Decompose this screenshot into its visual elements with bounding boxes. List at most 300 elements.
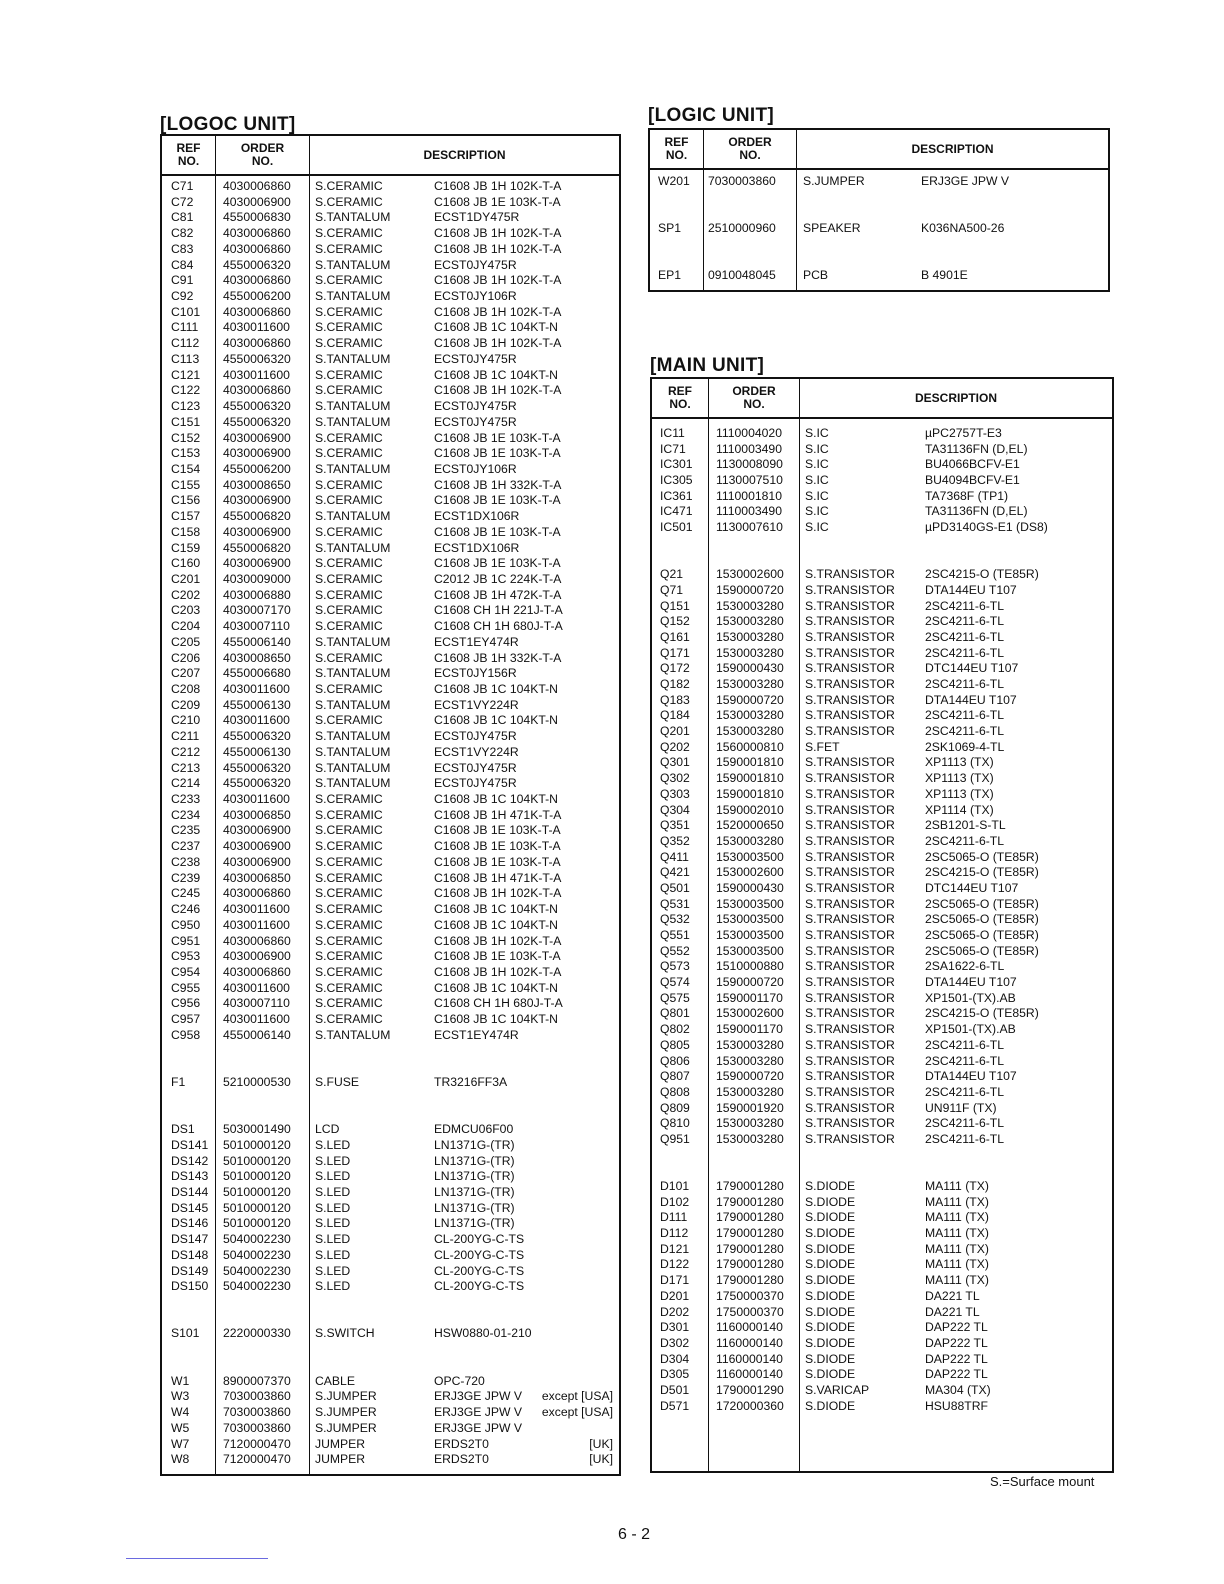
part-number-cell: 2SC4215-O (TE85R) bbox=[925, 567, 1039, 582]
header-ref: REF bbox=[176, 141, 201, 155]
ref-cell: F1 bbox=[171, 1074, 186, 1089]
type-cell: S.TRANSISTOR bbox=[805, 943, 895, 958]
order-no-cell: 4030011600 bbox=[223, 320, 290, 335]
ref-cell: D571 bbox=[660, 1398, 690, 1413]
ref-cell: D305 bbox=[660, 1367, 690, 1382]
type-cell: S.TANTALUM bbox=[315, 210, 391, 225]
ref-cell: DS150 bbox=[171, 1279, 209, 1294]
order-no-cell: 1160000140 bbox=[716, 1367, 783, 1382]
ref-cell: C237 bbox=[171, 839, 201, 854]
ref-cell: C204 bbox=[171, 619, 201, 634]
type-cell: S.VARICAP bbox=[805, 1382, 870, 1397]
part-number-cell: ERJ3GE JPW V bbox=[434, 1420, 523, 1435]
table-row bbox=[652, 1242, 1112, 1258]
table-row bbox=[652, 1367, 1112, 1383]
type-cell: S.LED bbox=[315, 1279, 351, 1294]
part-number-cell: C1608 JB 1C 104KT-N bbox=[434, 682, 558, 696]
part-number-cell: 2SC5065-O (TE85R) bbox=[925, 928, 1039, 942]
table-row bbox=[652, 1383, 1112, 1399]
ref-cell: Q183 bbox=[660, 692, 690, 707]
order-no-cell: 4550006320 bbox=[223, 729, 291, 744]
part-number-cell: C2012 JB 1C 224K-T-A bbox=[434, 571, 562, 586]
type-cell: S.CERAMIC bbox=[315, 650, 383, 665]
part-number-cell: HSW0880-01-210 bbox=[434, 1326, 532, 1341]
ref-cell: C155 bbox=[171, 477, 201, 492]
table-row bbox=[652, 677, 1112, 693]
order-no-cell: 4550006130 bbox=[223, 697, 291, 712]
part-number-cell: C1608 JB 1E 103K-T-A bbox=[434, 854, 561, 869]
ref-cell: Q810 bbox=[660, 1116, 690, 1131]
header-ref-no: NO. bbox=[665, 148, 688, 162]
order-no-cell: 1790001280 bbox=[716, 1210, 784, 1225]
part-number-cell: ECST1VY224R bbox=[434, 744, 519, 759]
table-row bbox=[652, 1038, 1112, 1054]
part-number-cell: 2SC5065-O (TE85R) bbox=[925, 912, 1039, 927]
part-number-cell: ECST0JY475R bbox=[434, 351, 517, 366]
type-cell: S.DIODE bbox=[805, 1257, 856, 1272]
order-no-cell: 5210000530 bbox=[223, 1074, 291, 1089]
ref-cell: C203 bbox=[171, 603, 201, 618]
ref-cell: Q21 bbox=[660, 567, 684, 582]
part-number-cell: MA111 (TX) bbox=[925, 1273, 989, 1288]
part-number-cell: DTC144EU T107 bbox=[925, 880, 1019, 895]
type-cell: S.LED bbox=[315, 1263, 351, 1278]
type-cell: S.TRANSISTOR bbox=[805, 1053, 895, 1068]
table-row bbox=[162, 1342, 619, 1358]
table-row bbox=[652, 614, 1112, 630]
table-row bbox=[162, 493, 619, 509]
part-number-cell: BU4066BCFV-E1 bbox=[925, 457, 1020, 472]
type-cell: S.CERAMIC bbox=[315, 902, 383, 917]
ref-cell: DS147 bbox=[171, 1232, 209, 1247]
table-row bbox=[162, 1232, 619, 1248]
table-row bbox=[162, 682, 619, 698]
order-no-cell: 1560000810 bbox=[716, 739, 784, 754]
table-row bbox=[162, 541, 619, 557]
part-number-cell: 2SC4215-O (TE85R) bbox=[925, 865, 1039, 880]
order-no-cell: 4550006140 bbox=[223, 1027, 291, 1042]
part-number-cell: TA7368F (TP1) bbox=[925, 488, 1009, 503]
order-no-cell: 4030007110 bbox=[223, 619, 290, 634]
ref-cell: IC361 bbox=[660, 488, 693, 503]
ref-cell: W5 bbox=[171, 1420, 190, 1435]
type-cell: S.TANTALUM bbox=[315, 461, 391, 476]
ref-cell: D304 bbox=[660, 1351, 690, 1366]
type-cell: S.CERAMIC bbox=[315, 619, 383, 634]
table-row bbox=[162, 792, 619, 808]
order-no-cell: 1590001810 bbox=[716, 755, 784, 770]
type-cell: S.TRANSISTOR bbox=[805, 1022, 895, 1037]
order-no-cell: 5030001490 bbox=[223, 1122, 291, 1137]
type-cell: S.TANTALUM bbox=[315, 776, 391, 791]
part-number-cell: 2SC4211-6-TL bbox=[925, 1084, 1005, 1099]
part-number-cell: MA111 (TX) bbox=[925, 1241, 989, 1256]
type-cell: S.CERAMIC bbox=[315, 964, 383, 979]
type-cell: S.TRANSISTOR bbox=[805, 1084, 895, 1099]
ref-cell: DS143 bbox=[171, 1169, 209, 1184]
order-no-cell: 5010000120 bbox=[223, 1185, 291, 1199]
ref-cell: Q171 bbox=[660, 645, 690, 660]
part-number-cell: ECST0JY475R bbox=[434, 776, 517, 791]
part-number-cell: ECST1EY474R bbox=[434, 634, 519, 649]
table-row bbox=[162, 823, 619, 839]
ref-cell: Q531 bbox=[660, 896, 690, 911]
table-row bbox=[162, 352, 619, 368]
logic-unit-rows bbox=[650, 174, 1108, 315]
type-cell: JUMPER bbox=[315, 1452, 366, 1467]
order-no-cell: 7120000470 bbox=[223, 1452, 291, 1467]
part-number-cell: 2SC4211-6-TL bbox=[925, 614, 1005, 629]
order-no-cell: 8900007370 bbox=[223, 1373, 291, 1388]
order-no-cell: 1750000370 bbox=[716, 1288, 784, 1303]
order-no-cell: 1590002010 bbox=[716, 802, 784, 817]
order-no-cell: 7120000470 bbox=[223, 1436, 291, 1451]
ref-cell: Q532 bbox=[660, 912, 690, 927]
type-cell: S.CERAMIC bbox=[315, 446, 383, 461]
table-row bbox=[652, 1101, 1112, 1117]
table-row bbox=[162, 918, 619, 934]
table-row bbox=[652, 991, 1112, 1007]
order-no-cell: 4030009000 bbox=[223, 571, 291, 586]
part-number-cell: XP1113 (TX) bbox=[925, 771, 994, 786]
type-cell: S.TRANSISTOR bbox=[805, 677, 895, 691]
type-cell: S.CERAMIC bbox=[315, 304, 383, 319]
order-no-cell: 1530003280 bbox=[716, 708, 784, 723]
table-row bbox=[162, 1437, 619, 1453]
part-number-cell: C1608 JB 1E 103K-T-A bbox=[434, 556, 561, 571]
table-row bbox=[652, 567, 1112, 583]
table-row bbox=[162, 572, 619, 588]
ref-cell: C246 bbox=[171, 902, 201, 917]
part-number-cell: ERDS2T0 bbox=[434, 1436, 489, 1451]
part-number-cell: 2SC4211-6-TL bbox=[925, 1037, 1005, 1052]
type-cell: S.DIODE bbox=[805, 1398, 856, 1413]
ref-cell: DS144 bbox=[171, 1185, 209, 1199]
order-no-cell: 4030011600 bbox=[223, 980, 290, 995]
order-no-cell: 4030011600 bbox=[223, 1012, 290, 1027]
table-header bbox=[652, 379, 1112, 419]
ref-cell: Q304 bbox=[660, 802, 690, 817]
ref-cell: Q152 bbox=[660, 614, 690, 629]
order-no-cell: 1530003280 bbox=[716, 598, 784, 613]
table-row bbox=[652, 583, 1112, 599]
type-cell: S.TRANSISTOR bbox=[805, 661, 895, 676]
type-cell: S.TANTALUM bbox=[315, 257, 391, 272]
part-number-cell: XP1113 (TX) bbox=[925, 755, 994, 770]
ref-cell: SP1 bbox=[658, 221, 682, 235]
table-row bbox=[162, 431, 619, 447]
ref-cell: D302 bbox=[660, 1335, 690, 1350]
ref-cell: DS1 bbox=[171, 1122, 195, 1137]
part-number-cell: DAP222 TL bbox=[925, 1335, 988, 1350]
order-no-cell: 4550006830 bbox=[223, 210, 291, 225]
part-number-cell: BU4094BCFV-E1 bbox=[925, 473, 1020, 488]
part-number-cell: DTA144EU T107 bbox=[925, 975, 1017, 990]
type-cell: S.TRANSISTOR bbox=[805, 1116, 895, 1131]
part-number-cell: ECST0JY475R bbox=[434, 414, 517, 429]
order-no-cell: 4030006900 bbox=[223, 839, 291, 854]
type-cell: S.TRANSISTOR bbox=[805, 771, 895, 786]
part-number-cell: ERJ3GE JPW V bbox=[434, 1389, 523, 1404]
table-row bbox=[650, 174, 1108, 221]
order-no-cell: 1790001280 bbox=[716, 1257, 784, 1272]
type-cell: S.TANTALUM bbox=[315, 634, 391, 649]
type-cell: S.DIODE bbox=[805, 1335, 856, 1350]
order-no-cell: 4030006860 bbox=[223, 933, 291, 948]
table-header bbox=[650, 130, 1108, 170]
table-row bbox=[652, 787, 1112, 803]
main-unit-title: [MAIN UNIT] bbox=[650, 355, 765, 376]
ref-cell: C957 bbox=[171, 1012, 201, 1027]
table-row bbox=[162, 383, 619, 399]
order-no-cell: 4550006680 bbox=[223, 666, 291, 681]
order-no-cell: 4030011600 bbox=[223, 917, 290, 932]
table-row bbox=[162, 1248, 619, 1264]
part-number-cell: C1608 JB 1E 103K-T-A bbox=[434, 839, 561, 854]
part-number-cell: MA111 (TX) bbox=[925, 1257, 989, 1272]
part-number-cell: C1608 JB 1E 103K-T-A bbox=[434, 949, 561, 964]
table-row bbox=[652, 850, 1112, 866]
order-no-cell: 1130007610 bbox=[716, 520, 783, 535]
table-row bbox=[652, 1132, 1112, 1148]
order-no-cell: 1790001280 bbox=[716, 1194, 784, 1209]
part-number-cell: CL-200YG-C-TS bbox=[434, 1279, 525, 1294]
table-row bbox=[162, 651, 619, 667]
order-no-cell: 4030006900 bbox=[223, 949, 291, 964]
table-row bbox=[652, 442, 1112, 458]
type-cell: S.TANTALUM bbox=[315, 351, 391, 366]
ref-cell: W8 bbox=[171, 1452, 190, 1467]
ref-cell: C91 bbox=[171, 273, 194, 288]
ref-cell: DS148 bbox=[171, 1247, 209, 1262]
table-header bbox=[162, 136, 619, 176]
ref-cell: Q202 bbox=[660, 739, 690, 754]
order-no-cell: 7030003860 bbox=[708, 174, 776, 188]
ref-cell: Q151 bbox=[660, 598, 690, 613]
footnote: S.=Surface mount bbox=[990, 1474, 1095, 1489]
order-no-cell: 1530003280 bbox=[716, 677, 784, 691]
table-row bbox=[162, 996, 619, 1012]
order-no-cell: 1590000720 bbox=[716, 1069, 784, 1084]
ref-cell: C72 bbox=[171, 194, 194, 209]
order-no-cell: 1530003500 bbox=[716, 943, 784, 958]
part-number-cell: B 4901E bbox=[921, 268, 968, 282]
order-no-cell: 1130008090 bbox=[716, 457, 783, 472]
ref-cell: C208 bbox=[171, 682, 201, 696]
part-number-cell: DTA144EU T107 bbox=[925, 1069, 1017, 1084]
type-cell: S.TRANSISTOR bbox=[805, 786, 895, 801]
type-cell: S.LED bbox=[315, 1153, 351, 1168]
order-no-cell: 1530003500 bbox=[716, 896, 784, 911]
table-row bbox=[162, 242, 619, 258]
type-cell: S.DIODE bbox=[805, 1367, 856, 1382]
part-number-cell: ERJ3GE JPW V bbox=[434, 1405, 523, 1420]
ref-cell: C234 bbox=[171, 807, 201, 822]
part-number-cell: ECST1DX106R bbox=[434, 509, 520, 524]
part-number-cell: XP1501-(TX).AB bbox=[925, 1022, 1016, 1037]
order-no-cell: 1590001170 bbox=[716, 1022, 783, 1037]
part-number-cell: C1608 JB 1E 103K-T-A bbox=[434, 430, 561, 445]
part-number-cell: DA221 TL bbox=[925, 1288, 980, 1303]
order-no-cell: 1530002600 bbox=[716, 1006, 784, 1021]
order-no-cell: 1530003280 bbox=[716, 1053, 784, 1068]
ref-cell: C955 bbox=[171, 980, 201, 995]
table-row bbox=[652, 818, 1112, 834]
type-cell: S.TRANSISTOR bbox=[805, 802, 895, 817]
type-cell: S.TRANSISTOR bbox=[805, 582, 895, 597]
type-cell: S.LED bbox=[315, 1200, 351, 1215]
part-number-cell: 2SC4211-6-TL bbox=[925, 724, 1005, 739]
table-row bbox=[652, 520, 1112, 536]
ref-cell: DS141 bbox=[171, 1137, 209, 1152]
ref-cell: D201 bbox=[660, 1288, 690, 1303]
header-order-no: NO. bbox=[251, 154, 274, 168]
ref-cell: IC71 bbox=[660, 441, 686, 456]
order-no-cell: 5040002230 bbox=[223, 1232, 291, 1247]
table-row bbox=[162, 305, 619, 321]
table-row bbox=[652, 944, 1112, 960]
ref-cell: DS142 bbox=[171, 1153, 209, 1168]
ref-cell: D301 bbox=[660, 1320, 690, 1335]
type-cell: S.CERAMIC bbox=[315, 980, 383, 995]
part-number-cell: ECST1VY224R bbox=[434, 697, 519, 712]
table-row bbox=[162, 1421, 619, 1437]
table-row bbox=[162, 1059, 619, 1075]
ref-cell: Q802 bbox=[660, 1022, 690, 1037]
type-cell: LCD bbox=[315, 1122, 340, 1137]
ref-cell: C113 bbox=[171, 351, 200, 366]
main-unit-table bbox=[650, 377, 1114, 1473]
part-number-cell: MA111 (TX) bbox=[925, 1210, 989, 1225]
ref-cell: C159 bbox=[171, 540, 201, 555]
part-number-cell: C1608 JB 1H 332K-T-A bbox=[434, 477, 562, 492]
type-cell: S.TRANSISTOR bbox=[805, 755, 895, 770]
ref-cell: Q801 bbox=[660, 1006, 690, 1021]
ref-cell: W1 bbox=[171, 1373, 190, 1388]
type-cell: S.DIODE bbox=[805, 1288, 856, 1303]
part-number-cell: C1608 JB 1H 102K-T-A bbox=[434, 964, 562, 979]
type-cell: S.TRANSISTOR bbox=[805, 833, 895, 848]
part-number-cell: C1608 JB 1E 103K-T-A bbox=[434, 194, 561, 209]
part-number-cell: DA221 TL bbox=[925, 1304, 980, 1319]
ref-cell: C210 bbox=[171, 713, 201, 728]
table-row bbox=[162, 871, 619, 887]
table-row bbox=[162, 336, 619, 352]
order-no-cell: 1530002600 bbox=[716, 865, 784, 880]
table-row bbox=[652, 1289, 1112, 1305]
table-row bbox=[650, 221, 1108, 268]
order-no-cell: 2220000330 bbox=[223, 1326, 291, 1341]
order-no-cell: 1110004020 bbox=[716, 426, 782, 440]
order-no-cell: 5040002230 bbox=[223, 1247, 291, 1262]
ref-cell: Q806 bbox=[660, 1053, 690, 1068]
ref-cell: C112 bbox=[171, 336, 200, 351]
table-row bbox=[652, 865, 1112, 881]
ref-cell: Q351 bbox=[660, 818, 690, 833]
type-cell: S.CERAMIC bbox=[315, 917, 383, 932]
type-cell: S.LED bbox=[315, 1169, 351, 1184]
type-cell: S.CERAMIC bbox=[315, 524, 383, 539]
part-number-cell: EDMCU06F00 bbox=[434, 1122, 514, 1137]
ref-cell: Q807 bbox=[660, 1069, 690, 1084]
order-no-cell: 1530003280 bbox=[716, 1131, 784, 1146]
note-cell: [UK] bbox=[589, 1436, 613, 1451]
ref-cell: C207 bbox=[171, 666, 201, 681]
part-number-cell: LN1371G-(TR) bbox=[434, 1185, 515, 1199]
type-cell: CABLE bbox=[315, 1373, 355, 1388]
table-row bbox=[162, 415, 619, 431]
ref-cell: C122 bbox=[171, 383, 201, 398]
order-no-cell: 1720000360 bbox=[716, 1398, 784, 1413]
table-row bbox=[162, 1106, 619, 1122]
ref-cell: Q182 bbox=[660, 677, 690, 691]
part-number-cell: MA304 (TX) bbox=[925, 1382, 991, 1397]
part-number-cell: C1608 CH 1H 680J-T-A bbox=[434, 619, 563, 634]
ref-cell: C214 bbox=[171, 776, 201, 791]
table-row bbox=[652, 1179, 1112, 1195]
part-number-cell: 2SC4215-O (TE85R) bbox=[925, 1006, 1039, 1021]
type-cell: S.TRANSISTOR bbox=[805, 645, 895, 660]
table-row bbox=[652, 740, 1112, 756]
part-number-cell: C1608 JB 1H 102K-T-A bbox=[434, 383, 562, 398]
table-row bbox=[162, 1122, 619, 1138]
header-ref: REF bbox=[664, 135, 689, 149]
order-no-cell: 5010000120 bbox=[223, 1169, 291, 1184]
table-row bbox=[162, 1389, 619, 1405]
part-number-cell: CL-200YG-C-TS bbox=[434, 1232, 525, 1247]
part-number-cell: MA111 (TX) bbox=[925, 1194, 989, 1209]
type-cell: S.TRANSISTOR bbox=[805, 1006, 895, 1021]
ref-cell: Q809 bbox=[660, 1100, 690, 1115]
table-row bbox=[652, 803, 1112, 819]
part-number-cell: 2SC4211-6-TL bbox=[925, 598, 1005, 613]
part-number-cell: 2SK1069-4-TL bbox=[925, 739, 1005, 754]
order-no-cell: 1590000430 bbox=[716, 661, 784, 676]
ref-cell: C950 bbox=[171, 917, 201, 932]
part-number-cell: ECST1DX106R bbox=[434, 540, 520, 555]
type-cell: S.CERAMIC bbox=[315, 179, 383, 193]
table-row bbox=[652, 504, 1112, 520]
order-no-cell: 5010000120 bbox=[223, 1153, 291, 1168]
order-no-cell: 4030006900 bbox=[223, 823, 291, 838]
type-cell: S.TRANSISTOR bbox=[805, 849, 895, 864]
bottom-rule bbox=[126, 1558, 268, 1559]
type-cell: S.TRANSISTOR bbox=[805, 880, 895, 895]
order-no-cell: 4030011600 bbox=[223, 792, 290, 807]
order-no-cell: 1520000650 bbox=[716, 818, 784, 833]
type-cell: S.CERAMIC bbox=[315, 996, 383, 1011]
order-no-cell: 1110001810 bbox=[716, 488, 782, 503]
ref-cell: EP1 bbox=[658, 268, 682, 282]
table-row bbox=[652, 1226, 1112, 1242]
table-row bbox=[652, 1054, 1112, 1070]
ref-cell: Q573 bbox=[660, 959, 690, 974]
ref-cell: D101 bbox=[660, 1179, 690, 1193]
type-cell: S.CERAMIC bbox=[315, 320, 383, 335]
table-row bbox=[652, 693, 1112, 709]
ref-cell: C83 bbox=[171, 241, 194, 256]
type-cell: S.IC bbox=[805, 457, 829, 472]
ref-cell: D102 bbox=[660, 1194, 690, 1209]
part-number-cell: TA31136FN (D,EL) bbox=[925, 504, 1028, 519]
order-no-cell: 1590001920 bbox=[716, 1100, 784, 1115]
part-number-cell: 2SC5065-O (TE85R) bbox=[925, 943, 1039, 958]
ref-cell: C958 bbox=[171, 1027, 201, 1042]
type-cell: S.CERAMIC bbox=[315, 430, 383, 445]
order-no-cell: 4550006320 bbox=[223, 760, 291, 775]
table-row bbox=[162, 273, 619, 289]
table-row bbox=[162, 761, 619, 777]
